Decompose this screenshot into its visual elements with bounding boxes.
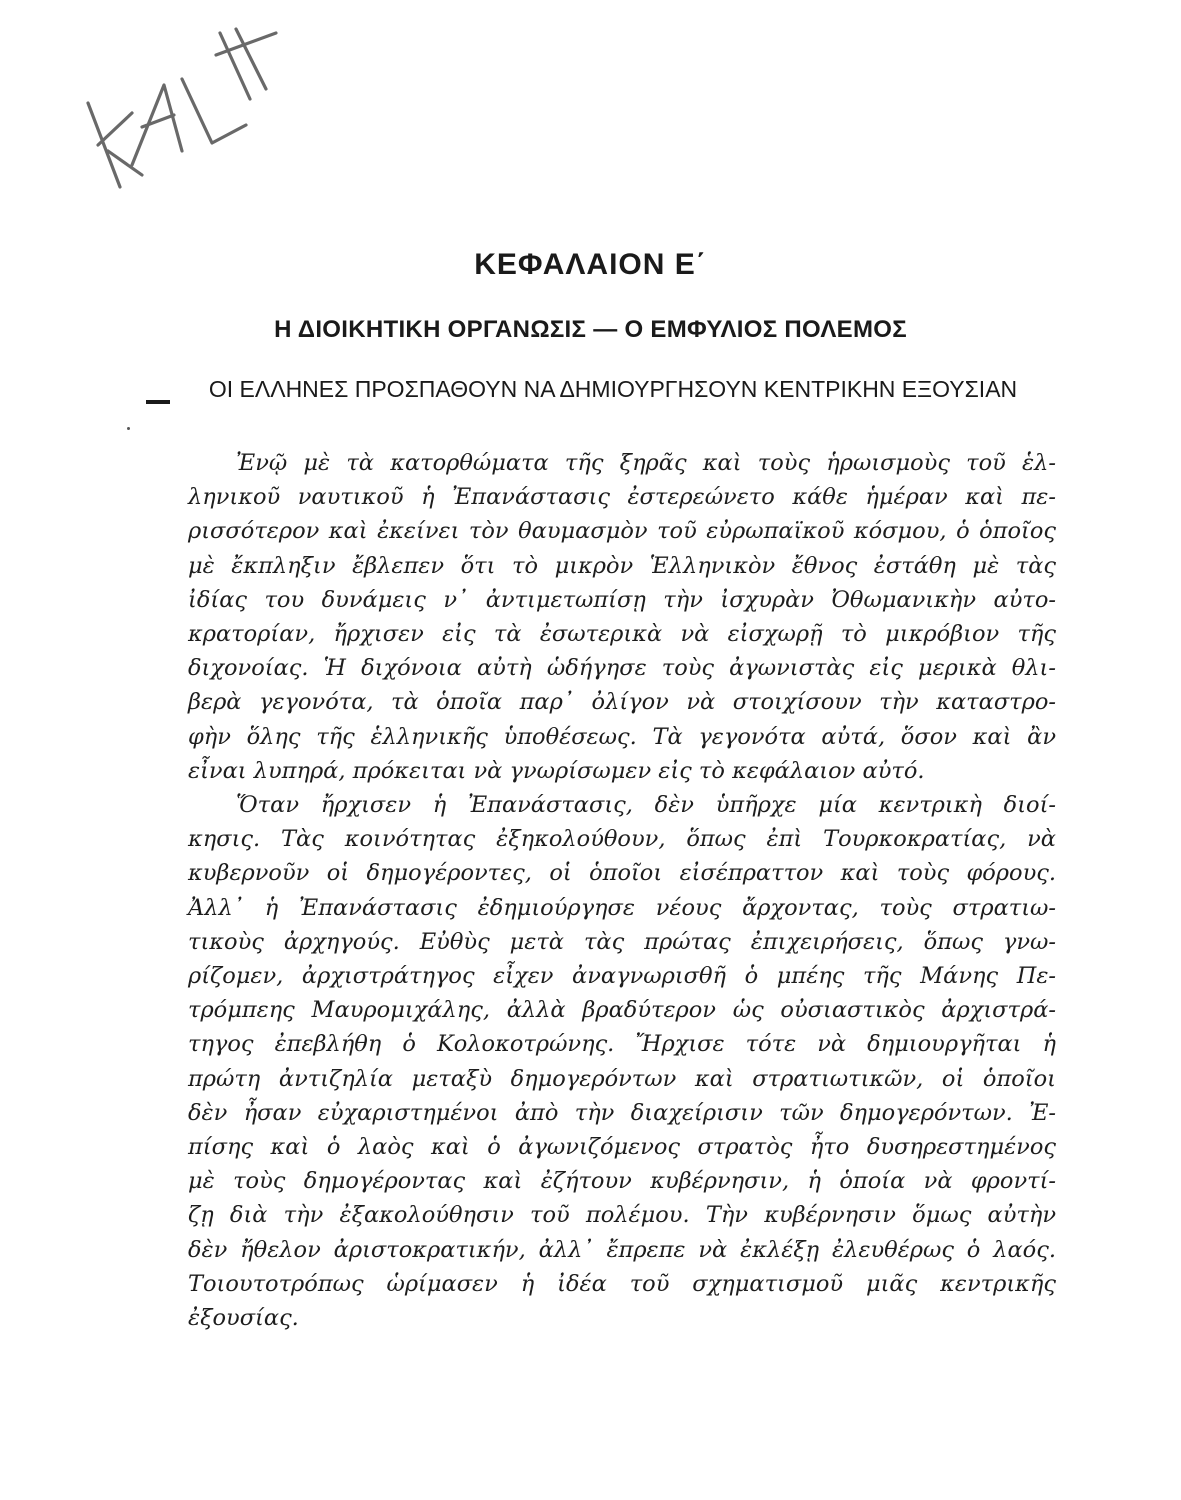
text-line: Τοιουτοτρόπως ὡρίμασεν ἡ ἰδέα τοῦ σχηματισμοῦ μιᾶς κεντρικῆς: [188, 1270, 1056, 1297]
text-line: Ἀλλ᾿ ἡ Ἐπανάστασις ἐδημιούργησε νέους ἄρχοντας, τοὺς στρατιω-: [188, 894, 1056, 921]
text-line: μὲ ἔκπληξιν ἔβλεπεν ὅτι τὸ μικρὸν Ἑλληνικὸν ἔθνος ἐστάθη μὲ τὰς: [188, 552, 1056, 579]
text-line: μὲ τοὺς δημογέροντας καὶ ἐζήτουν κυβέρνησιν, ἡ ὁποία νὰ φροντί-: [188, 1168, 1056, 1195]
text-line: κυβερνοῦν οἱ δημογέροντες, οἱ ὁποῖοι εἰσέπραττον καὶ τοὺς φόρους.: [188, 860, 1056, 887]
text-line: δὲν ἤθελον ἀριστοκρατικήν, ἀλλ᾿ ἔπρεπε νὰ ἐκλέξῃ ἐλευθέρως ὁ λαός.: [188, 1236, 1056, 1263]
chapter-subtitle: Η ΔΙΟΙΚΗΤΙΚΗ ΟΡΓΑΝΩΣΙΣ — Ο ΕΜΦΥΛΙΟΣ ΠΟΛΕΜΟΣ: [274, 316, 907, 343]
text-line: Ἐνῷ μὲ τὰ κατορθώματα τῆς ξηρᾶς καὶ τοὺς ἡρωισμοὺς τοῦ ἑλ-: [236, 450, 1056, 476]
text-line: ἐξουσίας.: [188, 1305, 299, 1332]
text-line: ληνικοῦ ναυτικοῦ ἡ Ἐπανάστασις ἐστερεώνετο κάθε ἡμέραν καὶ πε-: [188, 484, 1056, 511]
text-line: Ὅταν ἤρχισεν ἡ Ἐπανάστασις, δὲν ὑπῆρχε μία κεντρικὴ διοί-: [236, 792, 1056, 819]
text-line: ἰδίας του δυνάμεις ν᾿ ἀντιμετωπίσῃ τὴν ἰσχυρὰν Ὀθωμανικὴν αὐτο-: [188, 586, 1056, 613]
text-line: φὴν ὅλης τῆς ἑλληνικῆς ὑποθέσεως. Τὰ γεγονότα αὐτά, ὅσον καὶ ἂν: [188, 723, 1056, 750]
chapter-title: ΚΕΦΑΛΑΙΟΝ Ε΄: [474, 248, 707, 281]
text-line: τρόμπεης Μαυρομιχάλης, ἀλλὰ βραδύτερον ὡς οὐσιαστικὸς ἀρχιστρά-: [188, 997, 1056, 1024]
text-line: πρώτη ἀντιζηλία μεταξὺ δημογερόντων καὶ στρατιωτικῶν, οἱ ὁποῖοι: [188, 1065, 1056, 1092]
text-line: τηγος ἐπεβλήθη ὁ Κολοκοτρώνης. Ἤρχισε τότε νὰ δημιουργῆται ἡ: [188, 1031, 1056, 1058]
body-text: [188, 446, 1056, 1335]
text-line: ρισσότερον καὶ ἐκείνει τὸν θαυμασμὸν τοῦ εὐρωπαϊκοῦ κόσμου, ὁ ὁποῖος: [188, 518, 1056, 545]
text-line: πίσης καὶ ὁ λαὸς καὶ ὁ ἀγωνιζόμενος στρατὸς ἦτο δυσηρεστημένος: [188, 1134, 1056, 1161]
text-line: ζῃ διὰ τὴν ἐξακολούθησιν τοῦ πολέμου. Τὴν κυβέρνησιν ὅμως αὐτὴν: [188, 1202, 1056, 1229]
text-line: κησις. Τὰς κοινότητας ἐξηκολούθουν, ὅπως ἐπὶ Τουρκοκρατίας, νὰ: [188, 826, 1056, 853]
text-line: κρατορίαν, ἤρχισεν εἰς τὰ ἐσωτερικὰ νὰ εἰσχωρῇ τὸ μικρόβιον τῆς: [188, 621, 1056, 648]
text-line: εἶναι λυπηρά, πρόκειται νὰ γνωρίσωμεν εἰς τὸ κεφάλαιον αὐτό.: [188, 757, 925, 784]
text-line: ρίζομεν, ἀρχιστράτηγος εἶχεν ἀναγνωρισθῆ ὁ μπέης τῆς Μάνης Πε-: [188, 963, 1056, 990]
text-line: διχονοίας. Ἡ διχόνοια αὐτὴ ὡδήγησε τοὺς ἀγωνιστὰς εἰς μερικὰ θλι-: [188, 655, 1056, 682]
paragraph-2: [188, 788, 1056, 1335]
text-line: τικοὺς ἀρχηγούς. Εὐθὺς μετὰ τὰς πρώτας ἐπιχειρήσεις, ὅπως γνω-: [188, 928, 1056, 955]
paragraph-1: [188, 446, 1056, 788]
text-line: δὲν ἦσαν εὐχαριστημένοι ἀπὸ τὴν διαχείρισιν τῶν δημογερόντων. Ἐ-: [188, 1099, 1056, 1126]
heading-dash: [146, 400, 170, 404]
text-line: βερὰ γεγονότα, τὰ ὁποῖα παρ᾿ ὀλίγον νὰ στοιχίσουν τὴν καταστρο-: [188, 689, 1056, 716]
section-heading: ΟΙ ΕΛΛΗΝΕΣ ΠΡΟΣΠΑΘΟΥΝ ΝΑ ΔΗΜΙΟΥΡΓΗΣΟΥΝ ΚΕΝΤΡΙΚΗΝ ΕΞΟΥΣΙΑΝ: [208, 376, 1018, 402]
margin-mark: [127, 427, 130, 430]
